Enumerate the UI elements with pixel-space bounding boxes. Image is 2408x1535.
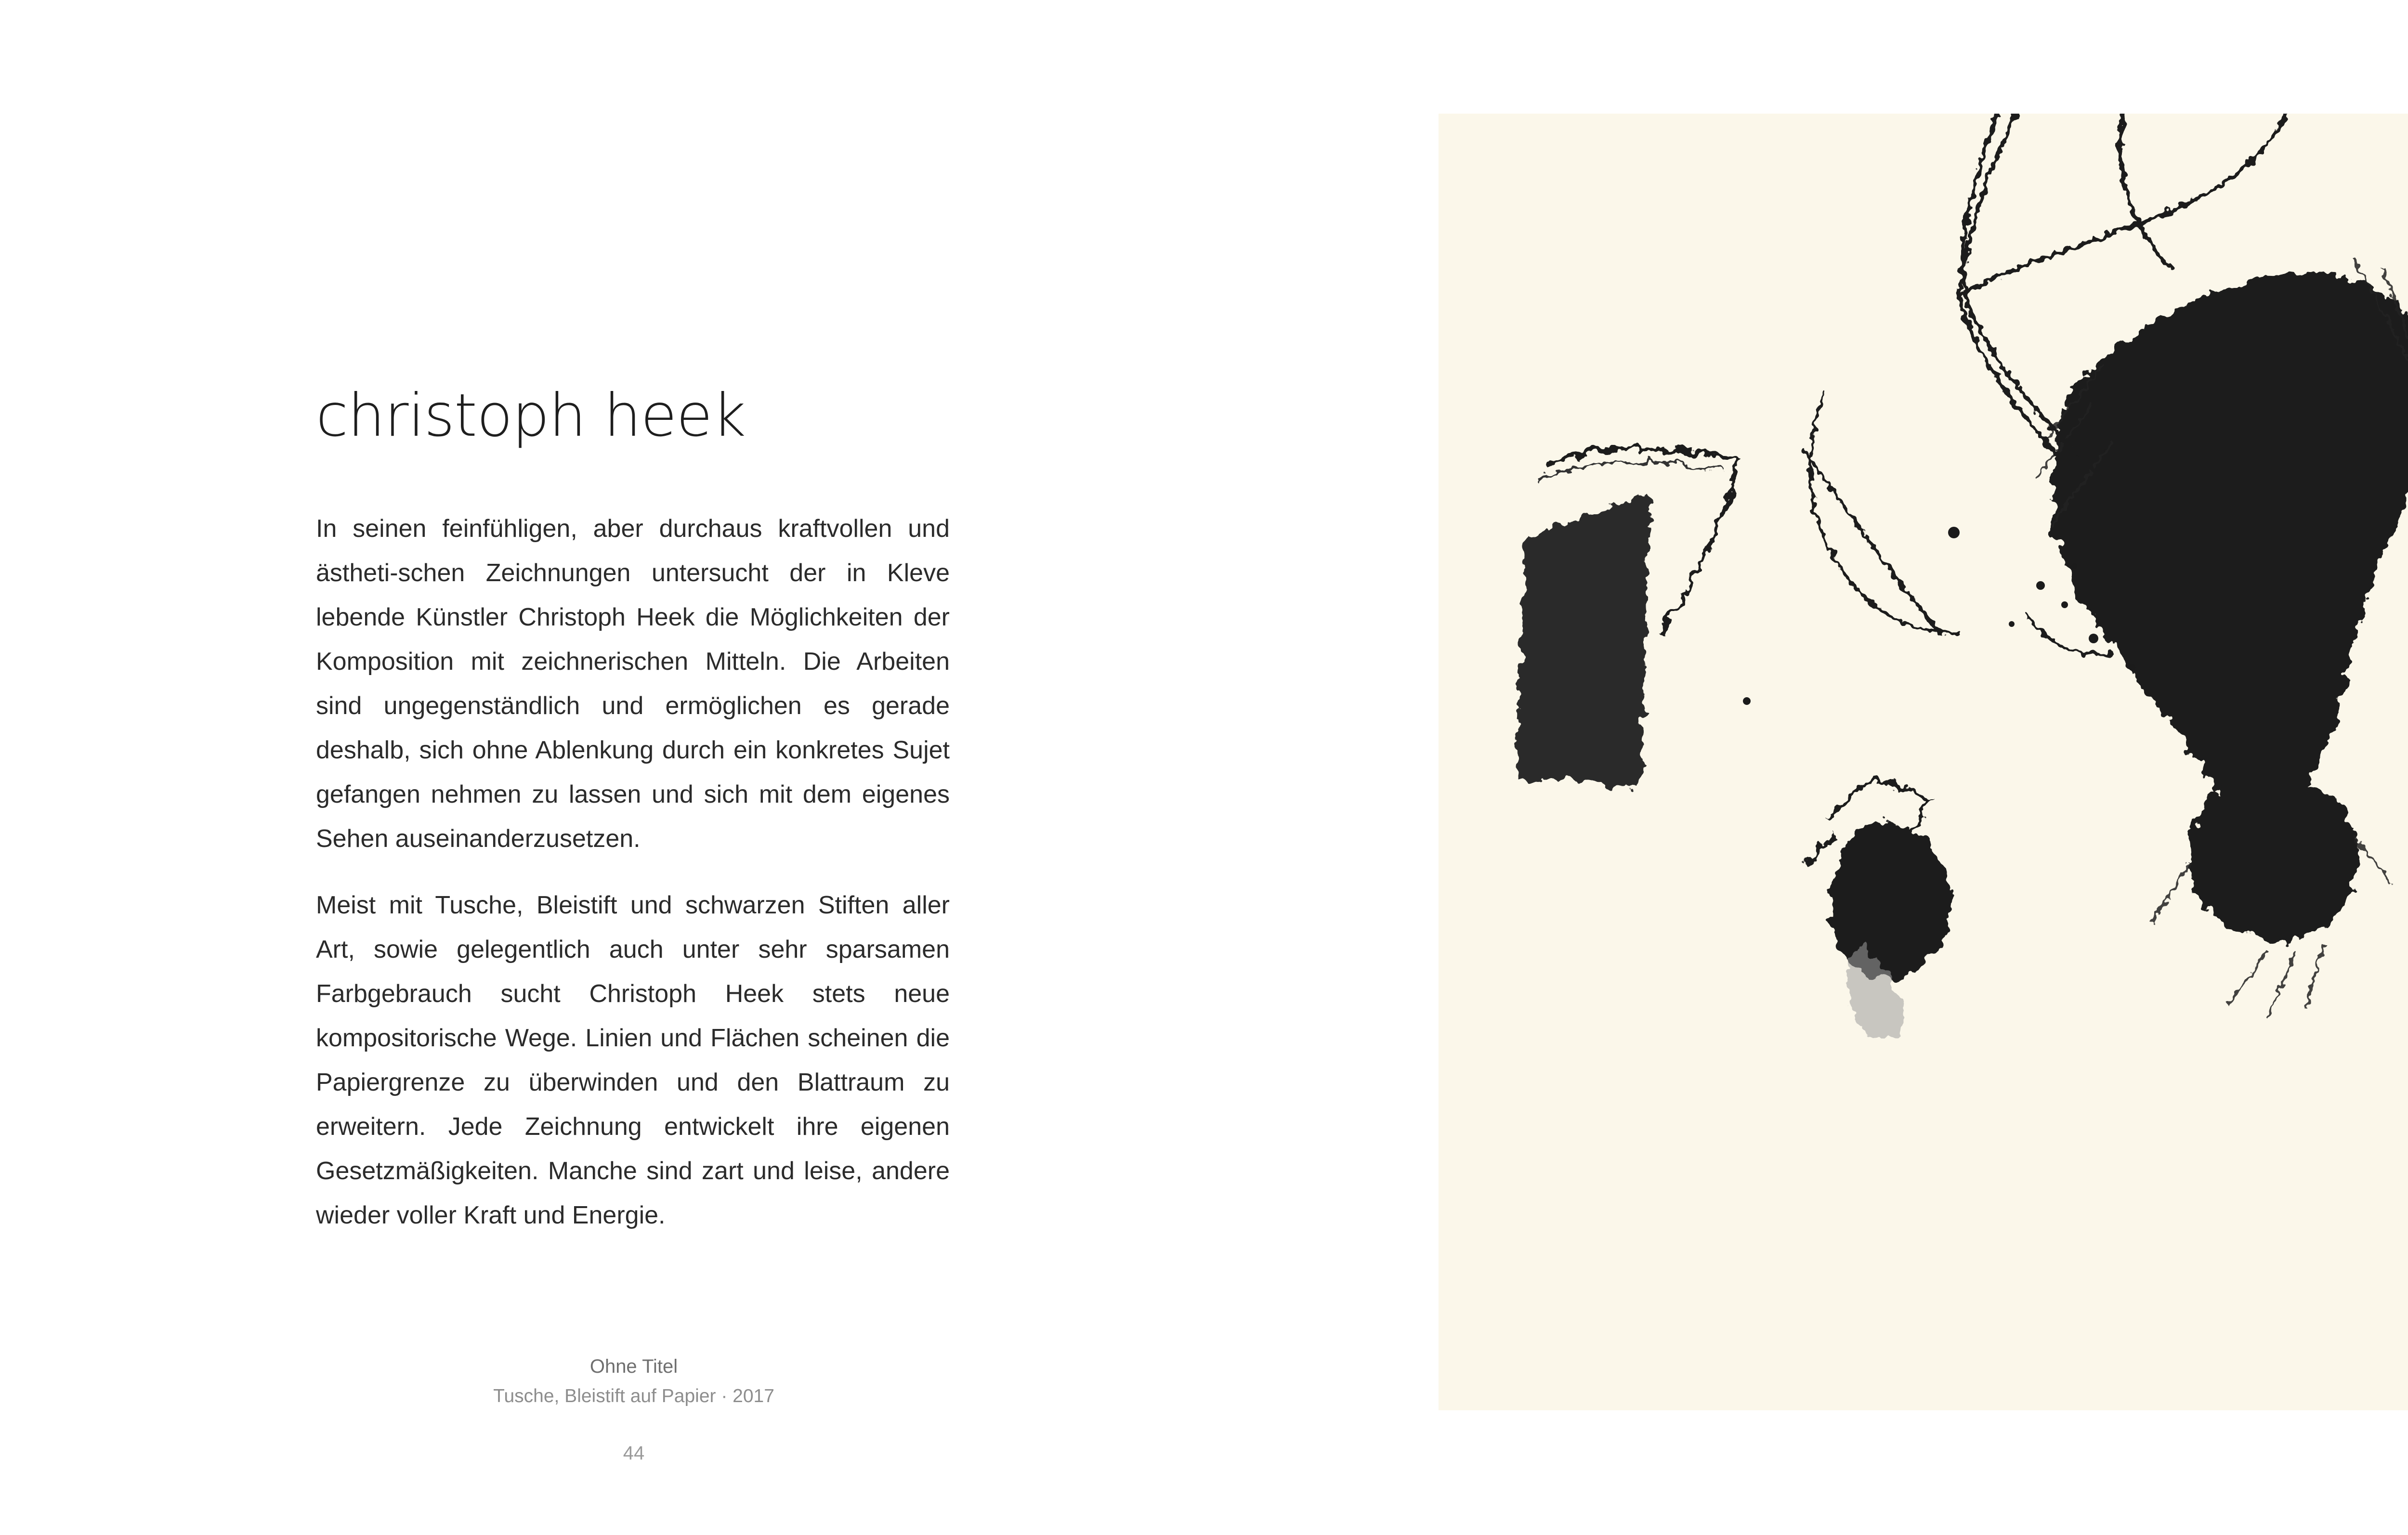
ink-mass-large xyxy=(2053,272,2408,942)
artist-title: christoph heek xyxy=(316,381,746,450)
artwork-illustration xyxy=(1439,114,2408,1410)
artwork-drawing xyxy=(1439,114,2408,1410)
caption-medium: Tusche, Bleistift auf Papier · 2017 xyxy=(493,1386,774,1406)
caption-title: Ohne Titel xyxy=(589,1356,678,1377)
body-text xyxy=(316,507,950,1260)
paragraph-technique: Meist mit Tusche, Bleistift und schwarzen Stiften aller Art, sowie gelegentlich auch unter sehr sparsamen Farbgebrauch sucht Christoph Heek stets neue kompositorische Wege. Linien und Flächen scheinen die Papiergrenze zu überwinden und den Blattraum zu erweitern. Jede Zeichnung entwickelt ihre eigenen Gesetzmäßigkeiten. Manche sind zart und leise, andere wieder voller Kraft und Energie. xyxy=(316,891,950,1229)
ink-figure-bottom xyxy=(1805,778,1951,1041)
ink-block-left xyxy=(1516,448,1737,788)
right-page xyxy=(1279,0,2408,1535)
paragraph-intro: In seinen feinfühligen, aber durchaus kraftvollen und ästheti-schen Zeichnungen untersucht der in Kleve lebende Künstler Christoph Heek die Möglichkeiten der Komposition mit zeichnerischen Mitteln. Die Arbeiten sind ungegenständlich und ermöglichen es gerade deshalb, sich ohne Ablenkung durch ein konkretes Sujet gefangen nehmen zu lassen und sich mit dem eigenes Sehen auseinanderzusetzen. xyxy=(316,515,950,853)
page-number: 44 xyxy=(623,1443,645,1464)
